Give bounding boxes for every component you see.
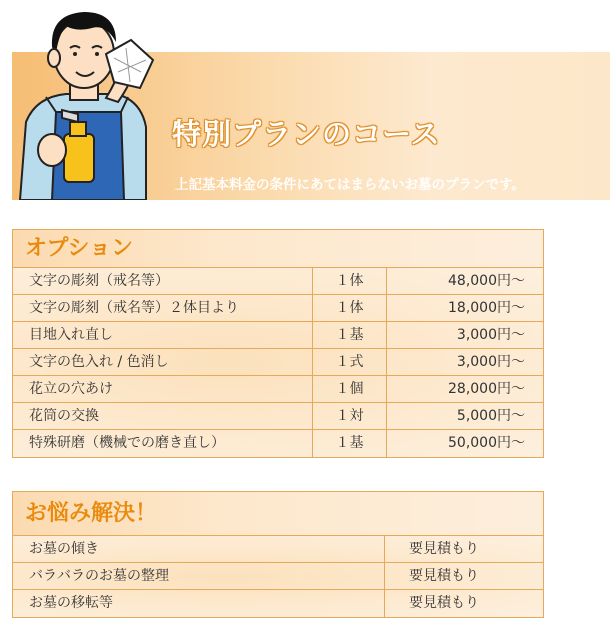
option-name: 文字の色入れ / 色消し (13, 349, 313, 375)
options-title: オプション (13, 230, 543, 268)
table-row (13, 322, 543, 349)
trouble-price: 要見積もり (409, 595, 479, 611)
table-row (13, 430, 543, 457)
option-price: 18,000円〜 (448, 300, 525, 316)
option-name: 花筒の交換 (13, 403, 313, 429)
banner-line: お見積もりは無料ですので、お気軽にご相談ください。 (175, 203, 513, 219)
troubles-table-body (13, 536, 543, 617)
option-name: 特殊研磨（機械での磨き直し） (13, 430, 313, 457)
table-row (13, 295, 543, 322)
table-row (13, 590, 543, 617)
option-price: 28,000円〜 (448, 381, 525, 397)
troubles-table (12, 491, 544, 618)
option-unit: １体 (313, 268, 387, 294)
table-row (13, 268, 543, 295)
table-row (13, 563, 543, 590)
option-unit: １個 (313, 376, 387, 402)
option-name: 花立の穴あけ (13, 376, 313, 402)
option-price: 5,000円〜 (456, 408, 525, 424)
option-unit: １体 (313, 295, 387, 321)
table-row (13, 536, 543, 563)
table-row (13, 376, 543, 403)
options-table (12, 229, 544, 458)
option-unit: １基 (313, 322, 387, 348)
trouble-price: 要見積もり (409, 541, 479, 557)
trouble-price: 要見積もり (409, 568, 479, 584)
trouble-name: お墓の移転等 (13, 590, 385, 617)
option-price: 3,000円〜 (456, 327, 525, 343)
option-unit: １式 (313, 349, 387, 375)
option-unit: １対 (313, 403, 387, 429)
option-price: 3,000円〜 (456, 354, 525, 370)
trouble-name: お墓の傾き (13, 536, 385, 562)
option-price: 50,000円〜 (448, 435, 525, 451)
banner-line: 上記基本料金の条件にあてはまらないお墓のプランです。 (175, 177, 525, 193)
option-name: 目地入れ直し (13, 322, 313, 348)
option-name: 文字の彫刻（戒名等） (13, 268, 313, 294)
table-row (13, 403, 543, 430)
option-unit: １基 (313, 430, 387, 457)
option-name: 文字の彫刻（戒名等）２体目より (13, 295, 313, 321)
table-row (13, 349, 543, 376)
options-table-body (13, 268, 543, 457)
trouble-name: バラバラのお墓の整理 (13, 563, 385, 589)
option-price: 48,000円〜 (448, 273, 525, 289)
man-with-cleaning-cloth-illustration (6, 2, 166, 200)
banner-title: 特別プランのコース (172, 117, 441, 151)
troubles-title: お悩み解決！ (13, 492, 543, 536)
